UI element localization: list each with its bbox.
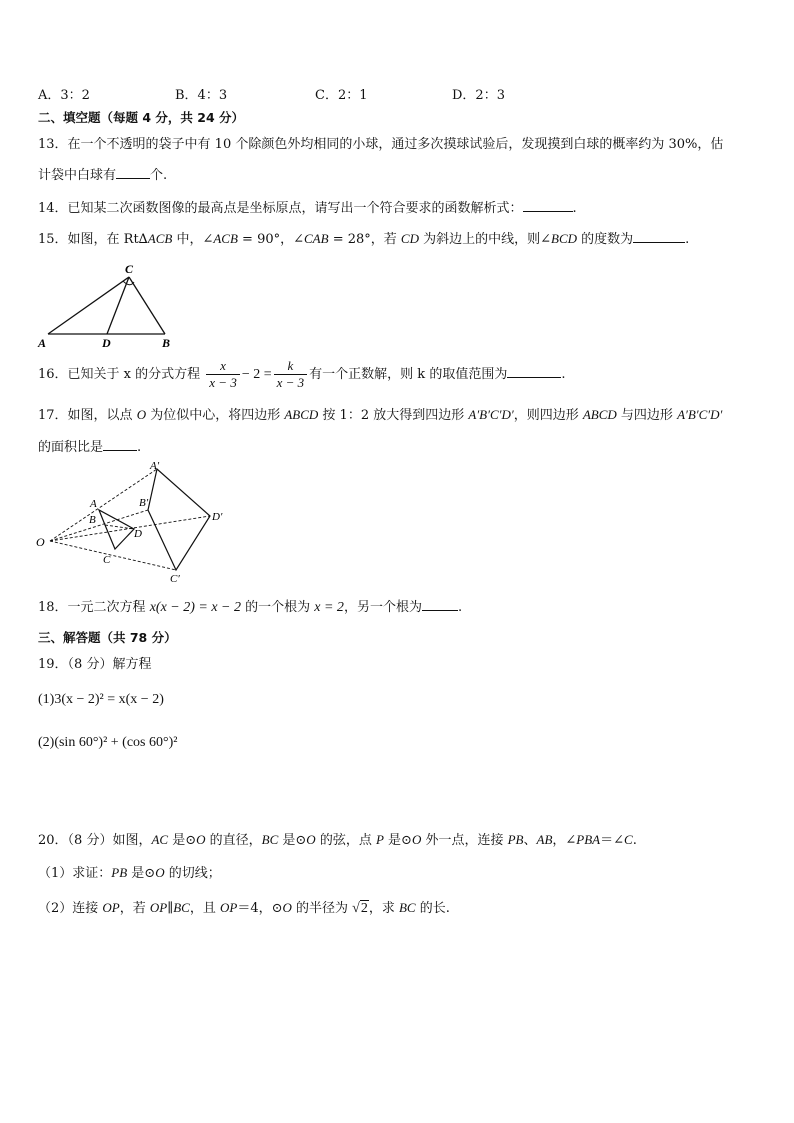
q16-fraction-right [274, 358, 308, 391]
q20-t-f: 是⊙ [383, 833, 412, 848]
q15-tail: 的度数为 [577, 232, 634, 247]
q20-p1-a: （1）求证： [38, 866, 112, 881]
q20-p2-f: ，求 [368, 901, 399, 916]
q18-mid: 的一个根为 [241, 600, 315, 615]
q20-p1-c: 的切线； [164, 866, 221, 881]
q20-p2-o: O [282, 900, 292, 915]
q15-label-a: A [38, 336, 47, 350]
q17-label-o: O [36, 535, 45, 549]
q14-answer-blank [523, 199, 573, 212]
q18-answer-blank [422, 598, 458, 611]
q17-abcd: ABCD [284, 407, 319, 422]
q15-label-c: C [125, 262, 134, 276]
section-2-heading: 二、填空题（每题 4 分，共 24 分） [38, 110, 245, 125]
q17-label-c-prime: C′ [170, 573, 180, 585]
q20-t-h: 、 [523, 833, 537, 848]
q20-c: C [624, 832, 633, 847]
q17-label-c: C [103, 554, 111, 566]
q14-line [38, 199, 577, 218]
q20-part-2 [38, 899, 450, 918]
q18-tail: ，另一个根为 [343, 600, 422, 615]
q15-label-d: D [102, 336, 111, 350]
q13-text: 计袋中白球有 [38, 168, 117, 183]
q17-t3: 按 1：2 放大得到四边形 [318, 408, 469, 423]
q17-label-b: B [89, 514, 96, 526]
q20-p2-parallel: OP∥BC [149, 900, 190, 915]
q20-ab: AB [536, 832, 553, 847]
q17-t2: 为位似中心，将四边形 [146, 408, 285, 423]
q13-answer-blank [116, 166, 150, 179]
q20-p2-c: ，且 [189, 901, 220, 916]
q15-end: . [685, 232, 690, 247]
q16-answer-blank [507, 365, 561, 378]
q17-abcd-prime: A′B′C′D′ [468, 407, 514, 422]
q20-t-k: . [632, 833, 637, 848]
q17-abcd-prime-2: A′B′C′D′ [677, 407, 723, 422]
q16-minus: − 2 = [241, 367, 272, 382]
q15-angle-bcd: BCD [551, 231, 578, 246]
q16-end: . [561, 367, 566, 382]
q20-p2-a: （2）连接 [38, 901, 103, 916]
q20-part-1 [38, 864, 221, 883]
q20-p1-b: 是⊙ [127, 866, 156, 881]
q15-side-ac [48, 277, 129, 334]
q20-p2-op: OP [102, 900, 120, 915]
q20-p2-bc: BC [398, 900, 416, 915]
q20-t-e: 的弦，点 [315, 833, 376, 848]
q20-t-d: 是⊙ [278, 833, 307, 848]
q20-o2: O [306, 832, 316, 847]
q16-lead: 16．已知关于 x 的分式方程 [38, 367, 201, 382]
q16-line [38, 358, 565, 391]
q20-p2-g: 的长. [415, 901, 450, 916]
q15-line [38, 230, 689, 249]
q20-p2-op-2: OP [219, 900, 238, 915]
q19-title: 19．（8 分）解方程 [38, 657, 152, 672]
choice-a: A．3：2 [38, 88, 90, 103]
q15-answer-blank [633, 230, 685, 243]
q15-label-b: B [162, 336, 171, 350]
q18-end: . [457, 600, 463, 615]
q17-line-2 [38, 438, 141, 457]
q20-pba: PBA [576, 832, 601, 847]
q17-abcd-2: ABCD [582, 407, 617, 422]
q20-p2-b: ，若 [119, 901, 150, 916]
q20-radicand: 2 [360, 901, 368, 916]
q16-denominator-left: x − 3 [209, 375, 237, 390]
q13-line-1: 13．在一个不透明的袋子中有 10 个除颜色外均相同的小球，通过多次摸球试验后，发现摸到白球的概率约为 30%，估 [38, 137, 724, 152]
q17-answer-blank [103, 438, 137, 451]
q17-end: . [137, 440, 142, 455]
q16-numerator-k: k [274, 358, 308, 375]
q15-eq1: = 90°，∠ [237, 232, 305, 247]
q15-triangle: ACB [147, 231, 173, 246]
q20-p: P [375, 832, 384, 847]
q15-mid1: 中，∠ [172, 232, 214, 247]
q16-fraction-left [206, 358, 240, 391]
q18-equation: x(x − 2) = x − 2 [149, 600, 241, 615]
q20-o1: O [196, 832, 206, 847]
q17-t6: 的面积比是 [38, 440, 104, 455]
q20-p2-e: 的半径为 [291, 901, 353, 916]
q17-homothety-figure [30, 457, 240, 587]
q15-angle-acb: ACB [213, 231, 238, 246]
q20-t-j: ＝∠ [600, 833, 625, 848]
q19-part-1: (1)3(x − 2)² = x(x − 2) [38, 692, 164, 707]
choice-c: C．2：1 [315, 88, 368, 103]
q15-triangle-figure [34, 260, 184, 352]
q17-t4: ，则四边形 [513, 408, 583, 423]
q17-label-a: A [90, 498, 97, 510]
q20-bc: BC [261, 832, 279, 847]
q20-p2-d: ＝4，⊙ [237, 901, 283, 916]
q17-label-a-prime: A′ [150, 460, 160, 472]
q15-lead: 15．如图，在 Rt∆ [38, 232, 148, 247]
q20-o3: O [411, 832, 422, 847]
q17-center-o: O [136, 407, 147, 422]
q17-label-d: D [134, 528, 142, 540]
q20-title [38, 831, 637, 850]
q18-lead: 18．一元二次方程 [38, 600, 150, 615]
q17-line-1 [38, 406, 722, 425]
q20-sqrt2: √2 [352, 901, 368, 916]
q20-t-c: 的直径， [205, 833, 262, 848]
q17-t5: 与四边形 [616, 408, 678, 423]
q20-t-a: 20．（8 分）如图， [38, 833, 152, 848]
q14-end: . [572, 201, 577, 216]
choice-d: D．2：3 [452, 88, 505, 103]
choice-b: B．4：3 [175, 88, 228, 103]
q13-line-2 [38, 166, 167, 185]
q16-tail: 有一个正数解，则 k 的取值范围为 [309, 367, 508, 382]
q17-t1: 17．如图，以点 [38, 408, 137, 423]
q15-eq2: = 28°，若 [328, 232, 401, 247]
q15-median-cd [107, 277, 129, 334]
section-3-heading: 三、解答题（共 78 分） [38, 630, 177, 645]
q17-label-d-prime: D′ [212, 511, 223, 523]
q16-denominator-right: x − 3 [276, 375, 305, 390]
q19-part-2: (2)(sin 60°)² + (cos 60°)² [38, 735, 178, 750]
q20-p1-pb: PB [111, 865, 128, 880]
q18-line [38, 598, 462, 617]
q15-side-cb [129, 277, 165, 334]
q17-label-b-prime: B′ [139, 497, 149, 509]
q14-text: 14．已知某二次函数图像的最高点是坐标原点，请写出一个符合要求的函数解析式： [38, 201, 523, 216]
q20-pb: PB [507, 832, 524, 847]
q15-segment-cd: CD [400, 231, 419, 246]
q20-t-i: ，∠ [552, 833, 577, 848]
q20-t-b: 是⊙ [168, 833, 197, 848]
q15-angle-cab: CAB [304, 231, 329, 246]
q20-ac: AC [151, 832, 169, 847]
q15-mid2: 为斜边上的中线，则∠ [418, 232, 552, 247]
q18-root: x = 2 [314, 600, 344, 615]
q20-p1-o: O [155, 865, 165, 880]
q20-t-g: 外一点，连接 [421, 833, 508, 848]
q17-quad-abcd-prime [148, 469, 210, 570]
q16-numerator-x: x [206, 358, 240, 375]
q13-end: 个. [150, 168, 168, 183]
